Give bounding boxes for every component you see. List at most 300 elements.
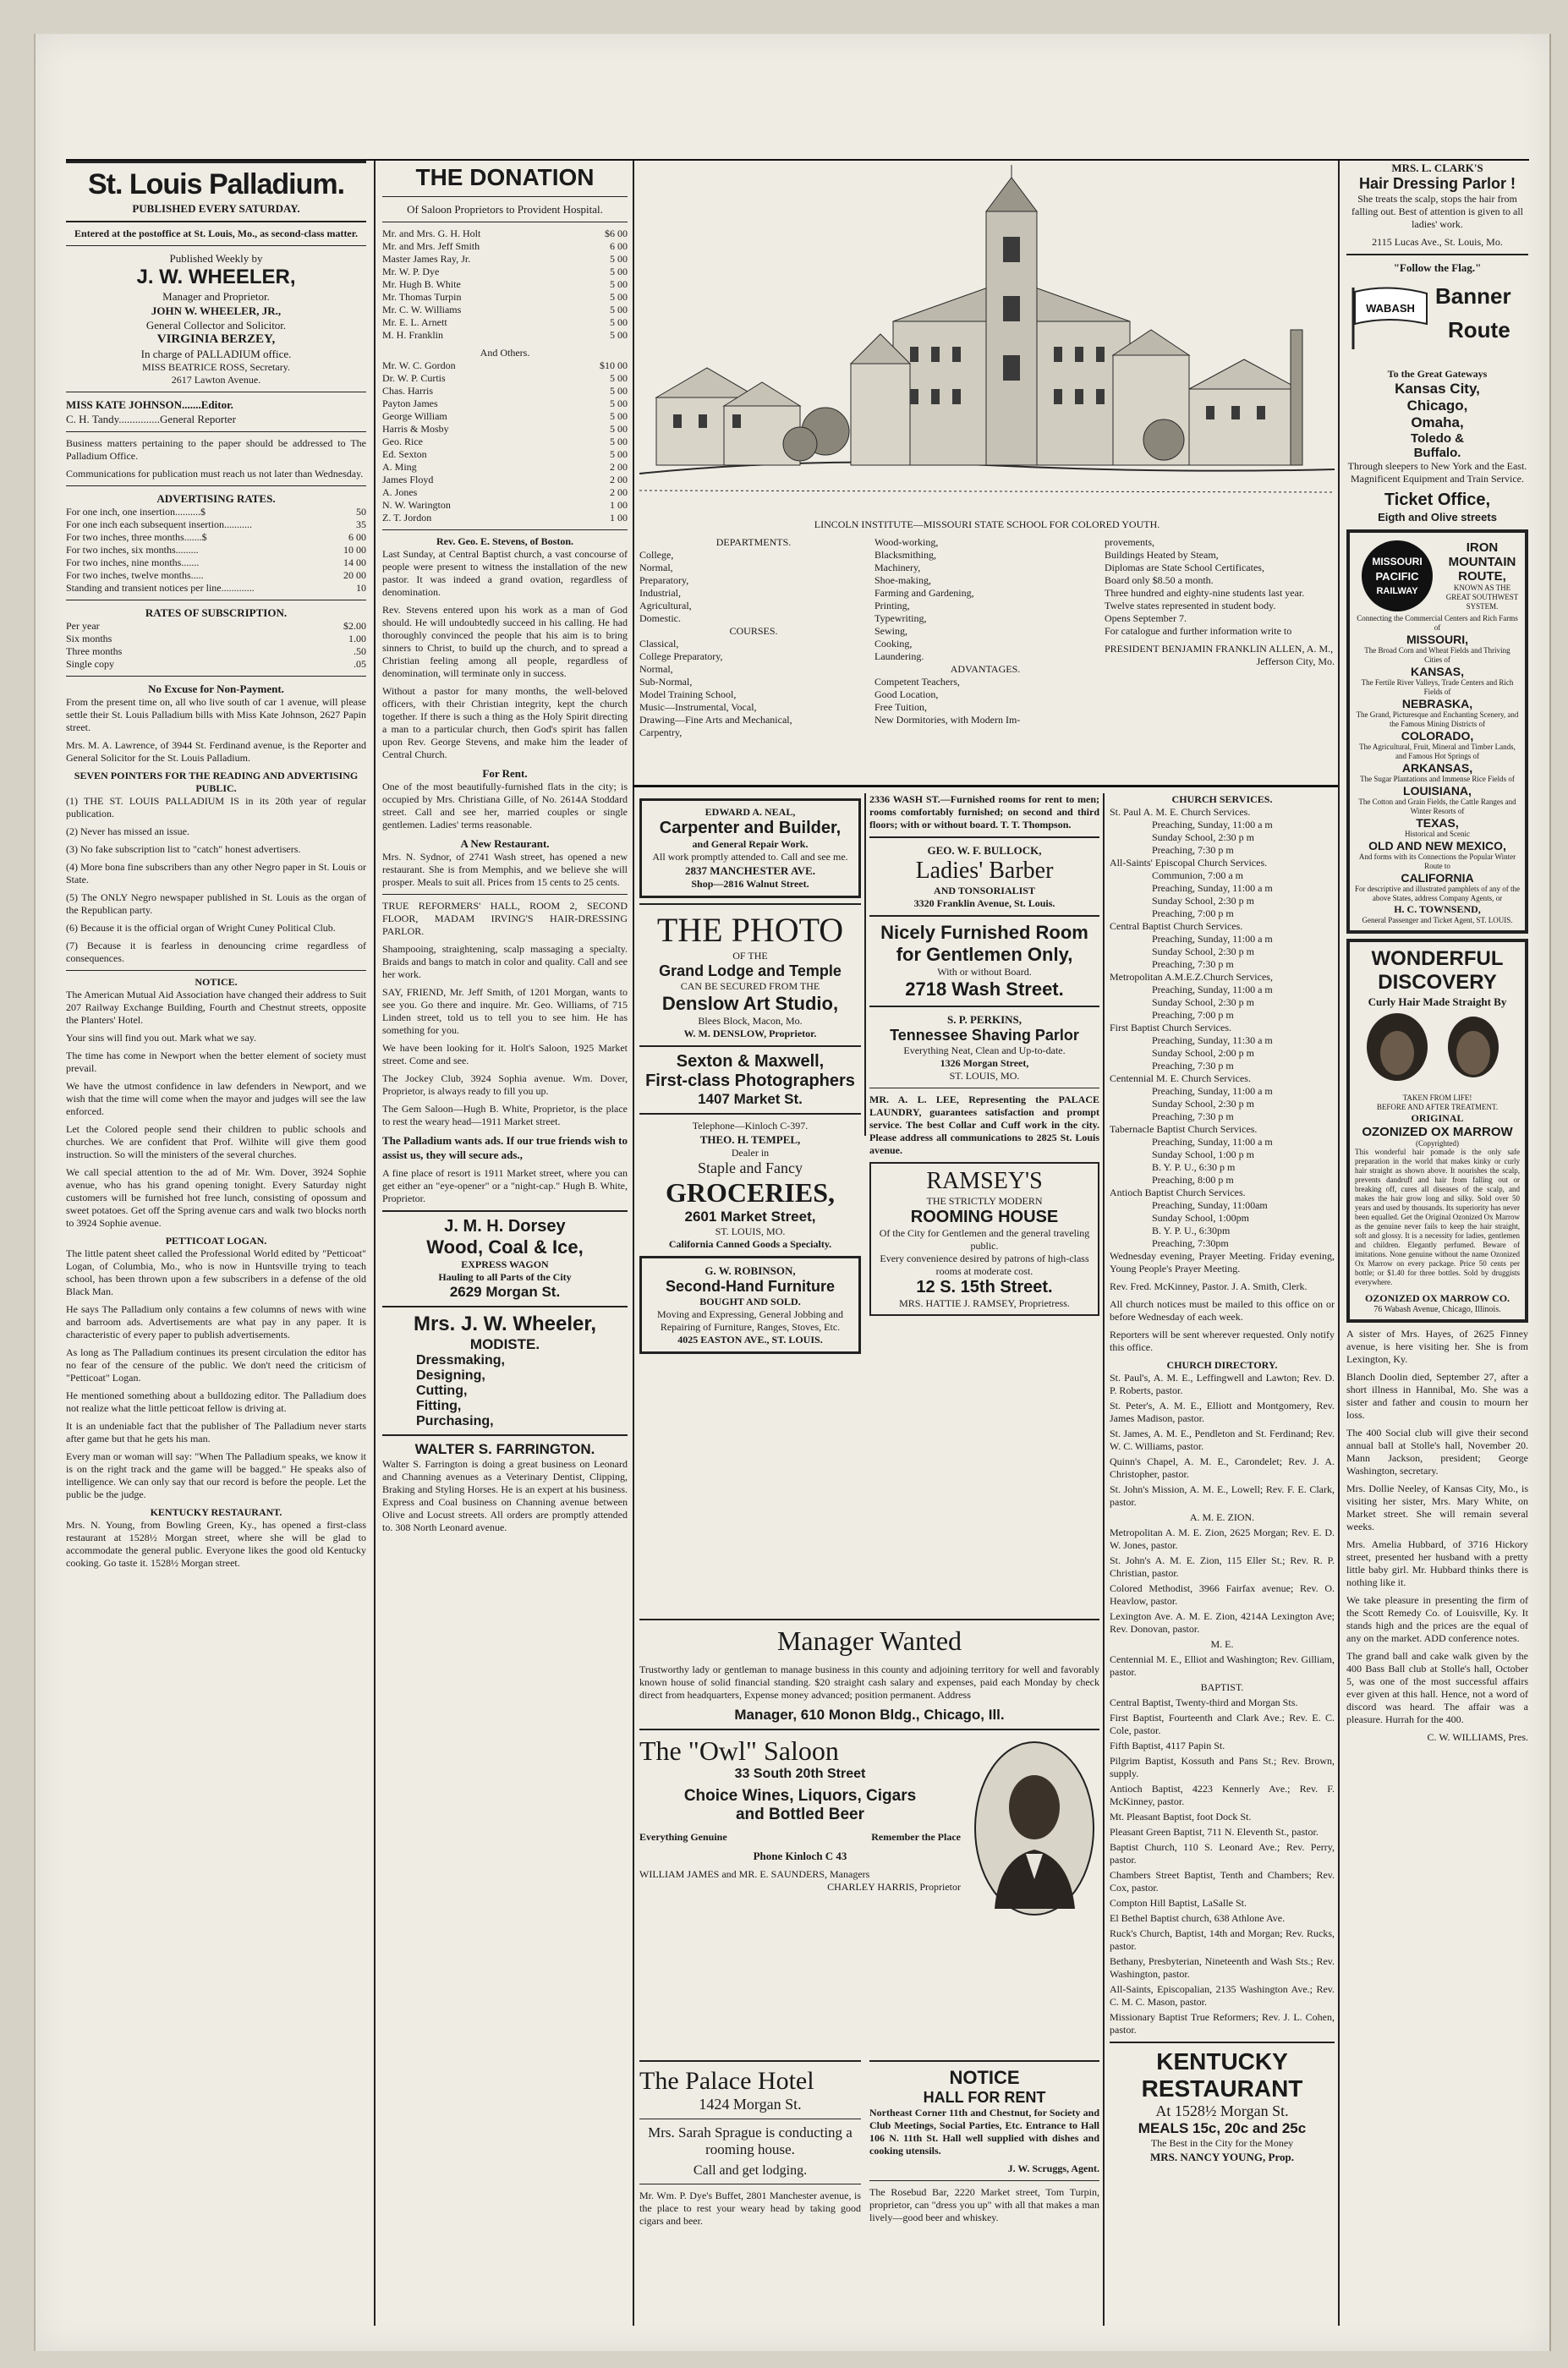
neal-title: Carpenter and Builder, bbox=[659, 819, 842, 837]
published-by: Published Weekly by bbox=[169, 252, 263, 265]
discovery-taken: TAKEN FROM LIFE! bbox=[1402, 1094, 1472, 1102]
wonderful-discovery-ad bbox=[1346, 939, 1528, 1323]
discovery-product: OZONIZED OX MARROW bbox=[1362, 1125, 1513, 1139]
lincoln-city: Jefferson City, Mo. bbox=[1256, 655, 1335, 667]
course-1: College Preparatory, bbox=[639, 650, 723, 662]
courses-heading: COURSES. bbox=[729, 625, 778, 637]
column-3-ads bbox=[639, 793, 861, 1359]
palace-text-1: Mrs. Sarah Sprague is conducting a rooming house. bbox=[648, 2124, 853, 2157]
donation-intro: Of Saloon Proprietors to Provident Hospital. bbox=[407, 203, 603, 216]
column-4-ads bbox=[869, 793, 1099, 1321]
wabash-gateways: To the Great Gateways bbox=[1387, 368, 1488, 380]
robinson-name: G. W. ROBINSON, bbox=[705, 1264, 796, 1277]
kentucky-ad-meals: MEALS 15c, 20c and 25c bbox=[1138, 2120, 1307, 2136]
mp-description: The Cotton and Grain Fields, the Cattle Ranges and Winter Resorts of bbox=[1358, 798, 1516, 815]
staff-1: JOHN W. WHEELER, JR., bbox=[151, 304, 282, 317]
trade-5: Printing, bbox=[874, 600, 910, 611]
tempel-staple: Staple and Fancy bbox=[698, 1159, 803, 1176]
tempel-canned: California Canned Goods a Specialty. bbox=[668, 1238, 832, 1250]
advertising-heading: ADVERTISING RATES. bbox=[156, 492, 276, 505]
kentucky-ad-title-2: RESTAURANT bbox=[1141, 2075, 1303, 2102]
sexton-addr: 1407 Market St. bbox=[698, 1091, 803, 1107]
lincoln-info-7: For catalogue and further information write to bbox=[1105, 625, 1292, 637]
manager-text: Trustworthy lady or gentleman to manage business in this county and adjoining territory for well and favorably known house of solid financial standing. $20 straight cash salary and expenses, paid each Monday by check direct from headquarters, Expense money advanced; position permanent. Address bbox=[639, 1664, 1099, 1701]
dorsey-haul: Hauling to all Parts of the City bbox=[438, 1271, 572, 1283]
church-directory-entry: St. John's Mission, A. M. E., Lowell; Rev. F. E. Clark, pastor. bbox=[1110, 1483, 1335, 1508]
wheeler-item-3: Fitting, bbox=[416, 1399, 462, 1413]
petticoat-heading: PETTICOAT LOGAN. bbox=[165, 1235, 267, 1247]
department-1: Normal, bbox=[639, 562, 673, 573]
owl-portrait-photo bbox=[973, 1740, 1096, 1917]
nicely-board: With or without Board. bbox=[937, 966, 1032, 978]
church-directory-entry: Central Baptist, Twenty-third and Morgan Sts. bbox=[1110, 1697, 1298, 1708]
photo-block: Blees Block, Macon, Mo. bbox=[698, 1015, 803, 1027]
stevens-heading: Rev. Geo. E. Stevens, of Boston. bbox=[436, 535, 573, 547]
sexton-title: First-class Photographers bbox=[645, 1072, 855, 1090]
donation-others: And Others. bbox=[480, 347, 530, 359]
mp-description: Historical and Scenic bbox=[1405, 830, 1470, 838]
wheeler-title: MODISTE. bbox=[469, 1336, 540, 1352]
robinson-text: Moving and Expressing, General Jobbing and Repairing of Furniture, Ranges, Stoves, Etc. bbox=[657, 1308, 843, 1333]
farrington-text: Walter S. Farrington is doing a great business on Leonard and Channing avenues as a Veterinary Dentist, Clipping, Braking and Styling Horses. He is an expert at his business. Express and Coal business on Channing avenue between Olive and Locust streets. All orders are promptly attended to. 308 North Leonard avenue. bbox=[382, 1458, 628, 1533]
church-directory-entry: Missionary Baptist True Reformers; Rev. J. L. Cohen, pastor. bbox=[1110, 2011, 1335, 2036]
church-notices: All church notices must be mailed to this office on or before Wednesday of each week. bbox=[1110, 1298, 1335, 1323]
owl-phone: Phone Kinloch C 43 bbox=[753, 1850, 847, 1862]
church-service-line: Preaching, Sunday, 11:00 a m bbox=[1152, 984, 1273, 995]
bullock-sub: AND TONSORIALIST bbox=[934, 885, 1035, 896]
church-service-line: All-Saints' Episcopal Church Services. bbox=[1110, 857, 1268, 869]
reformers-text: Shampooing, straightening, scalp massaging a specialty. Braids and bangs to match in color and quality. Call and see her work. bbox=[382, 943, 628, 980]
mp-state: CALIFORNIA bbox=[1401, 871, 1474, 885]
mp-state: LOUISIANA, bbox=[1403, 784, 1472, 798]
church-directory-entry: Quinn's Chapel, A. M. E., Carondelet; Rev. J. A. Christopher, pastor. bbox=[1110, 1455, 1335, 1480]
mp-description: The Sugar Plantations and Immense Rice Fields of bbox=[1360, 775, 1515, 783]
entered-notice: Entered at the postoffice at St. Louis, Mo., as second-class matter. bbox=[74, 227, 358, 239]
robinson-addr: 4025 EASTON AVE., ST. LOUIS. bbox=[677, 1334, 823, 1346]
stevens-3: Without a pastor for many months, the well-beloved officers, with their Christian integrity, kept the church together. If there is such a thing as the Holy Spirit directing a man to a particular church, then God's spirit has fallen upon Rev. George Stevens, and make him the leader of Central Church. bbox=[382, 685, 628, 760]
church-service-line: Preaching, 7:30pm bbox=[1152, 1237, 1229, 1249]
lincoln-info-1: Buildings Heated by Steam, bbox=[1105, 549, 1219, 561]
church-column bbox=[1110, 793, 1335, 2164]
hall-for-rent-ad bbox=[869, 2055, 1099, 2229]
notice-text: The American Mutual Aid Association have changed their address to Suit 207 Railway Exchange Building, Fourth and Chestnut streets, opposite the Planters' Hotel. bbox=[66, 989, 366, 1026]
neal-addr: 2837 MANCHESTER AVE. bbox=[685, 864, 815, 877]
mp-state: OLD AND NEW MEXICO, bbox=[1368, 839, 1506, 852]
ramsey-title: ROOMING HOUSE bbox=[910, 1208, 1059, 1226]
church-service-line: Preaching, 7:30 p m bbox=[1152, 1060, 1234, 1072]
restaurant-text: Mrs. N. Sydnor, of 2741 Wash street, has opened a new restaurant. She is from Memphis, and we believe she will prosper. Meals to suit all. Prices from 15 cents to 25 cents. bbox=[382, 851, 628, 888]
mp-connecting: Connecting the Commercial Centers and Rich Farms of bbox=[1357, 614, 1518, 632]
advantage-1: Good Location, bbox=[874, 688, 939, 700]
bullock-title: Ladies' Barber bbox=[915, 858, 1054, 884]
course-6: Drawing—Fine Arts and Mechanical, bbox=[639, 714, 792, 726]
sins-note: Your sins will find you out. Mark what we say. bbox=[66, 1032, 256, 1044]
subscription-heading: RATES OF SUBSCRIPTION. bbox=[145, 606, 288, 619]
church-prayer: Wednesday evening, Prayer Meeting. Friday evening, Young People's Prayer Meeting. bbox=[1110, 1250, 1335, 1274]
nicely-title-1: Nicely Furnished Room bbox=[880, 922, 1088, 943]
church-service-line: Preaching, 7:30 p m bbox=[1152, 1110, 1234, 1122]
donation-list-1: Mr. and Mrs. G. H. Holt $6 00 Mr. and Mrs. Jeff Smith 6 00 Master James Ray, Jr. 5 00 Mr. W. P. Dye 5 00 Mr. Hugh B. White 5 00 Mr. Thomas Turpin 5 00 Mr. C. W. Williams 5 00 Mr. E. L. Arnett 5 00 M. H. Franklin 5 00 bbox=[382, 227, 628, 341]
department-2: Preparatory, bbox=[639, 574, 689, 586]
note-doolin: Blanch Doolin died, September 27, after a short illness in Hannibal, Mo. She was a sister and father and cousin to mourn her loss. bbox=[1346, 1371, 1528, 1421]
mp-known: KNOWN AS THE GREAT SOUTHWEST SYSTEM. bbox=[1445, 584, 1519, 611]
owl-choice: Choice Wines, Liquors, Cigars bbox=[683, 1787, 917, 1805]
church-directory-entry: Bethany, Presbyterian, Nineteenth and Wash Sts.; Rev. Washington, pastor. bbox=[1110, 1955, 1335, 1980]
church-service-line: Sunday School, 2:30 p m bbox=[1152, 895, 1255, 907]
wabash-city-1: Chicago, bbox=[1406, 397, 1468, 414]
hall-notice: NOTICE bbox=[949, 2067, 1020, 2088]
church-service-line: Sunday School, 2:30 p m bbox=[1152, 831, 1255, 843]
petticoat-2: He says The Palladium only contains a few columns of news with wine and barroom ads. Advertisements are what pay in any paper. It is characteristic of every paper to publish advertisements. bbox=[66, 1303, 366, 1340]
advantages-heading: ADVANTAGES. bbox=[950, 663, 1021, 675]
column-1 bbox=[66, 161, 366, 1575]
church-service-line: Central Baptist Church Services. bbox=[1110, 920, 1243, 932]
reporter-line: C. H. Tandy...............General Reporter bbox=[66, 413, 236, 425]
trade-8: Cooking, bbox=[874, 638, 913, 650]
manager-addr: Manager, 610 Monon Bldg., Chicago, Ill. bbox=[734, 1707, 1005, 1723]
tempel-name: THEO. H. TEMPEL, bbox=[699, 1133, 801, 1146]
before-after-portraits bbox=[1355, 1009, 1516, 1089]
dorsey-name: J. M. H. Dorsey bbox=[444, 1217, 566, 1236]
mp-state: KANSAS, bbox=[1410, 665, 1464, 678]
trade-9: Laundering. bbox=[874, 650, 924, 662]
hall-agent: J. W. Scruggs, Agent. bbox=[1007, 2162, 1099, 2174]
advantage-2: Free Tuition, bbox=[874, 701, 928, 713]
owl-bottled: and Bottled Beer bbox=[735, 1806, 865, 1823]
clark-title: Hair Dressing Parlor ! bbox=[1358, 175, 1516, 192]
lincoln-caption: LINCOLN INSTITUTE—MISSOURI STATE SCHOOL FOR COLORED YOUTH. bbox=[814, 518, 1160, 530]
discovery-original: ORIGINAL bbox=[1411, 1112, 1464, 1124]
ramsey-conv: Every convenience desired by patrons of high-class rooms at moderate cost. bbox=[880, 1253, 1089, 1277]
petticoat-4: He mentioned something about a bulldozing editor. The Palladium does not realize what the little petticoat fellow is driving at. bbox=[66, 1390, 366, 1414]
gem-note: The Gem Saloon—Hugh B. White, Proprietor, is the place to rest the weary head—1911 Market street. bbox=[382, 1103, 628, 1127]
wabash-city-3: Toledo & bbox=[1410, 431, 1465, 446]
trade-7: Sewing, bbox=[874, 625, 907, 637]
church-directory-entry: St. John's A. M. E. Zion, 115 Eller St.; Rev. R. P. Christian, pastor. bbox=[1110, 1554, 1335, 1579]
ramsey-prop: MRS. HATTIE J. RAMSEY, Proprietress. bbox=[899, 1297, 1070, 1309]
church-service-line: Preaching, 7:00 p m bbox=[1152, 907, 1234, 919]
photo-studio: Denslow Art Studio, bbox=[661, 993, 839, 1014]
course-2: Normal, bbox=[639, 663, 673, 675]
church-directory-entry: First Baptist, Fourteenth and Clark Ave.; Rev. E. C. Cole, pastor. bbox=[1110, 1712, 1335, 1736]
perkins-name: S. P. PERKINS, bbox=[946, 1013, 1022, 1026]
attention-note: We call special attention to the ad of Mr. Wm. Dover, 3924 Sophie avenue, who has his grand opening tonight. Every Saturday night customers will be furnished hot free lunch, consisting of opossum and sweet potatoes. Get off the Spring avenue cars and walk two blocks north to 3924 Sophie avenue. bbox=[66, 1166, 366, 1229]
wabash-banner: Banner bbox=[1435, 283, 1511, 309]
church-service-line: Preaching, 7:30 p m bbox=[1152, 844, 1234, 856]
trade-1: Blacksmithing, bbox=[874, 549, 936, 561]
church-service-line: Sunday School, 2:30 p m bbox=[1152, 1098, 1255, 1110]
masthead-title: St. Louis Palladium. bbox=[87, 168, 345, 200]
church-directory-list bbox=[1110, 1372, 1335, 2036]
tempel-phone: Telephone—Kinloch C-397. bbox=[692, 1120, 809, 1132]
note-grand-ball: The grand ball and cake walk given by the 400 Bass Ball club at Stolle's hall, October 5, was one of the most successful affairs ever given at this hall. Hence, not a word of discord was heard. The affair was a pleasure. Hurrah for the 400. bbox=[1346, 1650, 1528, 1725]
church-service-line: Communion, 7:00 a m bbox=[1152, 869, 1243, 881]
lincoln-info-4: Three hundred and eighty-nine students last year. bbox=[1105, 587, 1305, 599]
note-neeley: Mrs. Dollie Neeley, of Kansas City, Mo., is visiting her sister, Mrs. Mary White, on Market street. She will remain several weeks. bbox=[1346, 1483, 1528, 1532]
excuse-text: From the present time on, all who live south of car 1 avenue, will please settle their St. Louis Palladium bills with Miss Kate Johnson, 2627 Papin street. bbox=[66, 696, 366, 733]
donation-list-2: Mr. W. C. Gordon $10 00 Dr. W. P. Curtis 5 00 Chas. Harris 5 00 Payton James 5 00 George William 5 00 Harris & Mosby 5 00 Geo. Rice 5 00 Ed. Sexton 5 00 A. Ming 2 00 James Floyd 2 00 A. Jones 2 00 N. W. Warington 1 00 Z. T. Jordon 1 00 bbox=[382, 359, 628, 523]
church-directory-entry: Pilgrim Baptist, Kossuth and Pans St.; Rev. Brown, supply. bbox=[1110, 1755, 1335, 1779]
discovery-sub: Curly Hair Made Straight By bbox=[1368, 995, 1507, 1008]
church-directory-heading: CHURCH DIRECTORY. bbox=[1166, 1359, 1278, 1371]
discovery-before-after: BEFORE AND AFTER TREATMENT. bbox=[1376, 1103, 1499, 1111]
mp-state: COLORADO, bbox=[1401, 729, 1474, 743]
owl-genuine: Everything Genuine bbox=[639, 1831, 727, 1843]
mp-description: The Agricultural, Fruit, Mineral and Timber Lands, and Famous Hot Springs of bbox=[1359, 743, 1516, 760]
staff-6: 2617 Lawton Avenue. bbox=[171, 374, 261, 386]
kentucky-ad-addr: At 1528½ Morgan St. bbox=[1155, 2102, 1289, 2119]
kentucky-ad-best: The Best in the City for the Money bbox=[1150, 2137, 1294, 2149]
pointer-6: (6) Because it is the official organ of Wright Cuney Political Club. bbox=[66, 922, 336, 934]
palace-addr: 1424 Morgan St. bbox=[699, 2096, 802, 2113]
stevens-2: Rev. Stevens entered upon his work as a man of God should. He will undoubtedly succeed in his calling. He had thoroughly convinced the people that his aim is to bring sinners to Christ, to build up the church, and to spread a Christian feeling among all people, regardless of denomination, will terminate only in success. bbox=[382, 604, 628, 679]
owl-title: The "Owl" Saloon bbox=[639, 1735, 839, 1766]
church-service-line: Centennial M. E. Church Services. bbox=[1110, 1072, 1251, 1084]
church-service-line: Sunday School, 2:30 p m bbox=[1152, 946, 1255, 957]
church-service-line: Preaching, Sunday, 11:30 a m bbox=[1152, 1034, 1273, 1046]
church-service-line: Sunday School, 2:30 p m bbox=[1152, 996, 1255, 1008]
notice-heading: NOTICE. bbox=[195, 976, 238, 988]
mp-description: The Broad Corn and Wheat Fields and Thriving Cities of bbox=[1364, 646, 1510, 664]
mp-state: NEBRASKA, bbox=[1401, 697, 1473, 710]
clark-name: MRS. L. CLARK'S bbox=[1391, 162, 1483, 174]
staff-4: In charge of PALLADIUM office. bbox=[140, 348, 292, 360]
clark-text: She treats the scalp, stops the hair from falling out. Best of attention is given to all ladies' work. bbox=[1351, 193, 1523, 230]
church-pastor: Rev. Fred. McKinney, Pastor. J. A. Smith, Clerk. bbox=[1110, 1280, 1308, 1292]
sexton-name: Sexton & Maxwell, bbox=[676, 1052, 825, 1071]
photo-lodge: Grand Lodge and Temple bbox=[659, 962, 842, 979]
lee-laundry: MR. A. L. LEE, Representing the PALACE LAUNDRY, guarantees satisfaction and prompt service. The best Collar and Cuff work in the city. Please address all communications to 2825 St. Louis avenue. bbox=[869, 1094, 1099, 1156]
church-directory-entry: El Bethel Baptist church, 638 Athlone Ave. bbox=[1110, 1912, 1286, 1924]
petticoat-6: Every man or woman will say: "When The Palladium speaks, we know it is on the right track and the game will be bagged." He speaks also of intelligence. We can only say that our record is before the people. Let the public be the judge. bbox=[66, 1450, 366, 1500]
advantage-3: New Dormitories, with Modern Im- bbox=[874, 714, 1021, 726]
neal-note: All work promptly attended to. Call and see me. bbox=[652, 851, 848, 863]
ramsey-name: RAMSEY'S bbox=[926, 1168, 1043, 1194]
photo-secured: CAN BE SECURED FROM THE bbox=[680, 980, 820, 992]
bullock-addr: 3320 Franklin Avenue, St. Louis. bbox=[913, 897, 1055, 909]
tempel-groceries: GROCERIES, bbox=[665, 1177, 836, 1208]
manager-title: Manager Wanted bbox=[776, 1625, 962, 1656]
missouri-pacific-ad bbox=[1346, 529, 1528, 934]
stevens-1: Last Sunday, at Central Baptist church, a vast concourse of people were present to witness the installation of the new pastor. It was indeed a grand ovation, regardless of denomination. bbox=[382, 548, 628, 598]
dye-buffet: Mr. Wm. P. Dye's Buffet, 2801 Manchester avenue, is the place to rest your weary head by taking good cigars and beer. bbox=[639, 2190, 861, 2227]
lincoln-president: PRESIDENT BENJAMIN FRANKLIN ALLEN, A. M., bbox=[1105, 643, 1334, 655]
discovery-text: This wonderful hair pomade is the only safe preparation in the world that makes kinky or curly hair straight as shown above. It nourishes the scalp, prevents dandruff and hair from falling out or breaking off, cures all diseases of the scalp, and makes the hair grow long and silky. Sold over 50 years and used by thousands. Its superiority has never been equalled. Get the Original Ozonized Ox Marrow as the genuine never fails to keep the hair straight, soft and glossy. It is a necessity for ladies, gentlemen and children. Elegantly perfumed. Beware of imitations. None genuine without the name Ozonized Ox Marrow on every package. Price 50 cents per bottle; or $1.40 for three bottles. Sold by druggists everywhere. bbox=[1355, 1148, 1520, 1286]
jockey-note: The Jockey Club, 3924 Sophia avenue. Wm. Dover, Proprietor, is always ready to fill you up. bbox=[382, 1072, 628, 1097]
wabash-flag-icon bbox=[1346, 283, 1431, 351]
lincoln-institute-engraving bbox=[639, 161, 1335, 516]
department-5: Domestic. bbox=[639, 612, 681, 624]
department-4: Agricultural, bbox=[639, 600, 692, 611]
bullock-name: GEO. W. F. BULLOCK, bbox=[927, 844, 1042, 857]
owl-addr: 33 South 20th Street bbox=[734, 1767, 866, 1781]
neal-name: EDWARD A. NEAL, bbox=[705, 806, 796, 818]
rosebud-bar: The Rosebud Bar, 2220 Market street, Tom Turpin, proprietor, can "dress you up" with all that makes a man lively—good beer and whiskey. bbox=[869, 2186, 1099, 2223]
neal-shop: Shop—2816 Walnut Street. bbox=[691, 878, 809, 890]
lawrence-note: Mrs. M. A. Lawrence, of 3944 St. Ferdinand avenue, is the Reporter and General Solicitor for the St. Louis Palladium. bbox=[66, 739, 366, 764]
owl-prop: CHARLEY HARRIS, Proprietor bbox=[827, 1881, 961, 1893]
nicely-addr: 2718 Wash Street. bbox=[905, 978, 1064, 1000]
photo-title: THE PHOTO bbox=[656, 911, 844, 949]
trade-2: Machinery, bbox=[874, 562, 921, 573]
church-service-line: Preaching, Sunday, 11:00am bbox=[1152, 1199, 1268, 1211]
kentucky-ad-prop: MRS. NANCY YOUNG, Prop. bbox=[1150, 2151, 1294, 2163]
church-service-line: Preaching, Sunday, 11:00 a m bbox=[1152, 933, 1273, 945]
lincoln-info-3: Board only $8.50 a month. bbox=[1105, 574, 1214, 586]
svg-text:MISSOURI: MISSOURI bbox=[1372, 556, 1423, 567]
wabash-follow: "Follow the Flag." bbox=[1393, 261, 1482, 274]
church-service-line: St. Paul A. M. E. Church Services. bbox=[1110, 806, 1251, 818]
departments-heading: DEPARTMENTS. bbox=[715, 536, 792, 548]
church-directory-entry: St. Paul's, A. M. E., Leffingwell and Lawton; Rev. D. P. Roberts, pastor. bbox=[1110, 1372, 1335, 1396]
wheeler-item-0: Dressmaking, bbox=[416, 1353, 505, 1368]
church-directory-entry: Ruck's Church, Baptist, 14th and Morgan; Rev. Rucks, pastor. bbox=[1110, 1927, 1335, 1952]
ramsey-strictly: THE STRICTLY MODERN bbox=[926, 1195, 1043, 1207]
say-friend: SAY, FRIEND, Mr. Jeff Smith, of 1201 Morgan, wants to see you. Go there and inquire. Mr. Geo. Williams, of 715 Linden street, told us to tell you to see him. He has something for you. bbox=[382, 986, 628, 1036]
pointer-3: (3) No fake subscription list to "catch" honest advertisers. bbox=[66, 843, 301, 855]
staff-3: VIRGINIA BERZEY, bbox=[156, 332, 276, 346]
kentucky-heading: KENTUCKY RESTAURANT. bbox=[150, 1506, 282, 1518]
advertising-table: For one inch, one insertion..........$ 50 For one inch each subsequent insertion........... 35 For two inches, three months.......$ 6 00 For two inches, six months......... 10 00 For two inches, nine months....... 14 00 For two inches, twelve months..... 20 00 Standing and transient notices per line............. 10 bbox=[66, 506, 366, 594]
confidence-note: We have the utmost confidence in law defenders in Newport, and we wish that the time will come when the mayor and judges will see the law enforced. bbox=[66, 1080, 366, 1117]
course-5: Music—Instrumental, Vocal, bbox=[639, 701, 757, 713]
mp-lines bbox=[1355, 633, 1520, 903]
course-4: Model Training School, bbox=[639, 688, 737, 700]
church-service-line: Sunday School, 1:00 p m bbox=[1152, 1148, 1255, 1160]
restaurant-heading: A New Restaurant. bbox=[460, 837, 550, 850]
neal-ad bbox=[639, 798, 861, 898]
church-directory-entry: Lexington Ave. A. M. E. Zion, 4214A Lexington Ave; Rev. Donovan, pastor. bbox=[1110, 1610, 1335, 1635]
svg-text:PACIFIC: PACIFIC bbox=[1375, 570, 1419, 583]
church-reporters: Reporters will be sent wherever requested. Only notify this office. bbox=[1110, 1329, 1335, 1353]
course-3: Sub-Normal, bbox=[639, 676, 693, 688]
church-service-line: Preaching, Sunday, 11:00 a m bbox=[1152, 882, 1273, 894]
wheeler-name: Mrs. J. W. Wheeler, bbox=[413, 1313, 597, 1335]
resort-note: A fine place of resort is 1911 Market street, where you can get either an "eye-opener" or a "night-cap." Hugh B. White, Proprietor. bbox=[382, 1167, 628, 1204]
wabash-city-4: Buffalo. bbox=[1413, 446, 1461, 460]
ramsey-ad bbox=[869, 1162, 1099, 1316]
lincoln-info-0: provements, bbox=[1105, 536, 1154, 548]
wabash-route: Route bbox=[1448, 317, 1510, 343]
masthead-subtitle: PUBLISHED EVERY SATURDAY. bbox=[132, 202, 300, 215]
church-service-line: B. Y. P. U., 6:30pm bbox=[1152, 1225, 1231, 1236]
newspaper-page bbox=[34, 34, 1551, 2351]
church-service-line: Preaching, 8:00 p m bbox=[1152, 1174, 1234, 1186]
dorsey-title: Wood, Coal & Ice, bbox=[426, 1236, 584, 1258]
discovery-company: OZONIZED OX MARROW CO. bbox=[1364, 1292, 1510, 1304]
ramsey-city: Of the City for Gentlemen and the general traveling public. bbox=[879, 1227, 1090, 1252]
church-service-line: Preaching, 7:30 p m bbox=[1152, 958, 1234, 970]
perkins-city: ST. LOUIS, MO. bbox=[949, 1070, 1020, 1082]
discovery-title-1: WONDERFUL bbox=[1371, 947, 1504, 970]
hall-text: Northeast Corner 11th and Chestnut, for Society and Club Meetings, Social Parties, Etc. Entrance to Hall 106 N. 11th St. Hall well supplied with dishes and cooking utensils. bbox=[869, 2107, 1099, 2157]
church-service-line: Tabernacle Baptist Church Services. bbox=[1110, 1123, 1258, 1135]
staff-0: Manager and Proprietor. bbox=[162, 290, 270, 303]
tempel-addr: 2601 Market Street, bbox=[684, 1209, 816, 1225]
church-service-line: Metropolitan A.M.E.Z.Church Services, bbox=[1110, 971, 1273, 983]
colored-note: Let the Colored people send their children to public schools and churches. We are confident that Prof. Wilhite will give them good instruction. So will the ministers of the several churches. bbox=[66, 1123, 366, 1160]
neal-sub: and General Repair Work. bbox=[692, 838, 809, 850]
robinson-title: Second-Hand Furniture bbox=[665, 1278, 835, 1295]
church-directory-entry: Colored Methodist, 3966 Fairfax avenue; Rev. O. Heavlow, pastor. bbox=[1110, 1582, 1335, 1607]
trade-4: Farming and Gardening, bbox=[874, 587, 974, 599]
church-directory-entry: A. M. E. ZION. bbox=[1189, 1511, 1255, 1523]
church-service-line: B. Y. P. U., 6:30 p m bbox=[1152, 1161, 1236, 1173]
church-directory-entry: St. James, A. M. E., Pendleton and St. Ferdinand; Rev. W. C. Williams, pastor. bbox=[1110, 1428, 1335, 1452]
lincoln-info-5: Twelve states represented in student body. bbox=[1105, 600, 1276, 611]
church-directory-entry: Compton Hill Baptist, LaSalle St. bbox=[1110, 1897, 1247, 1909]
wabash-eighth: Eigth and Olive streets bbox=[1378, 511, 1497, 523]
pointer-2: (2) Never has missed an issue. bbox=[66, 825, 189, 837]
trade-0: Wood-working, bbox=[874, 536, 939, 548]
donation-heading: THE DONATION bbox=[415, 164, 595, 190]
church-directory-entry: Antioch Baptist, 4223 Kennerly Ave.; Rev. F. McKinney, pastor. bbox=[1110, 1783, 1335, 1807]
editor-line: MISS KATE JOHNSON.......Editor. bbox=[66, 398, 233, 411]
church-directory-entry: Metropolitan A. M. E. Zion, 2625 Morgan; Rev. E. D. W. Jones, pastor. bbox=[1110, 1527, 1335, 1551]
pointer-1: (1) THE ST. LOUIS PALLADIUM IS in its 20th year of regular publication. bbox=[66, 795, 366, 819]
trade-3: Shoe-making, bbox=[874, 574, 931, 586]
wheeler-item-4: Purchasing, bbox=[416, 1414, 494, 1428]
church-services-list bbox=[1110, 806, 1335, 1250]
church-directory-entry: Mt. Pleasant Baptist, foot Dock St. bbox=[1110, 1811, 1252, 1823]
note-scott-remedy: We take pleasure in presenting the firm of the Scott Remedy Co. of Louisville, Ky. It stands high and the prices are the equal of any on the market. ADD conference notes. bbox=[1346, 1594, 1528, 1644]
tempel-city: ST. LOUIS, MO. bbox=[715, 1225, 786, 1237]
lincoln-info-2: Diplomas are State School Certificates, bbox=[1105, 562, 1264, 573]
church-directory-entry: Baptist Church, 110 S. Leonard Ave.; Rev. Perry, pastor. bbox=[1110, 1841, 1335, 1866]
dorsey-wagon: EXPRESS WAGON bbox=[461, 1258, 549, 1270]
church-service-line: Preaching, Sunday, 11:00 a m bbox=[1152, 1136, 1273, 1148]
lincoln-institute bbox=[639, 161, 1335, 787]
rent-heading: For Rent. bbox=[482, 767, 528, 780]
church-directory-entry: M. E. bbox=[1210, 1638, 1234, 1650]
wabash-city-2: Omaha, bbox=[1411, 414, 1464, 430]
church-service-line: Preaching, Sunday, 11:00 a m bbox=[1152, 1085, 1273, 1097]
column-6 bbox=[1346, 161, 1528, 1744]
missouri-pacific-logo-icon bbox=[1355, 538, 1439, 614]
church-directory-entry: Centennial M. E., Elliot and Washington; Rev. Gilliam, pastor. bbox=[1110, 1653, 1335, 1678]
palace-title: The Palace Hotel bbox=[639, 2067, 814, 2095]
petticoat-1: The little patent sheet called the Professional World edited by "Petticoat" Logan, of Columbia, Mo., who is now in Huntsville trying to teach school, has been thrown upon a few subscribers in a defense of the old Black Man. bbox=[66, 1247, 366, 1297]
column-2 bbox=[382, 161, 628, 1539]
photo-of: OF THE bbox=[732, 950, 768, 962]
wabash-city-0: Kansas City, bbox=[1395, 381, 1480, 397]
business-note: Business matters pertaining to the paper should be addressed to The Palladium Office. bbox=[66, 437, 366, 462]
hall-title: HALL FOR RENT bbox=[923, 2089, 1046, 2106]
wash-rooms: 2336 WASH ST.—Furnished rooms for rent to men; rooms comfortably furnished; on second and third floors; with or without board. T. T. Thompson. bbox=[869, 793, 1099, 830]
owl-managers: WILLIAM JAMES and MR. E. SAUNDERS, Managers bbox=[639, 1868, 870, 1880]
church-service-line: Preaching, 7:00 p m bbox=[1152, 1009, 1234, 1021]
church-directory-entry: Pleasant Green Baptist, 711 N. Eleventh St., pastor. bbox=[1110, 1826, 1319, 1838]
mp-description: And forms with its Connections the Popular Winter Route to bbox=[1358, 852, 1516, 870]
kentucky-ad-title-1: KENTUCKY bbox=[1156, 2048, 1288, 2075]
mp-description: The Fertile River Valleys, Trade Centers and Rich Fields of bbox=[1361, 678, 1514, 696]
mp-description: The Grand, Picturesque and Enchanting Scenery, and the Famous Mining Districts of bbox=[1356, 710, 1519, 728]
mp-agent: H. C. TOWNSEND, bbox=[1394, 903, 1481, 915]
nicely-title-2: for Gentlemen Only, bbox=[896, 944, 1073, 965]
time-note: The time has come in Newport when the better element of society must prevail. bbox=[66, 1050, 366, 1074]
church-directory-entry: All-Saints, Episcopalian, 2135 Washington Ave.; Rev. C. M. C. Mason, pastor. bbox=[1110, 1983, 1335, 2008]
clark-addr: 2115 Lucas Ave., St. Louis, Mo. bbox=[1372, 236, 1503, 248]
owl-saloon-ad bbox=[639, 1735, 1099, 1947]
advantage-0: Competent Teachers, bbox=[874, 676, 960, 688]
manager-wanted-ad bbox=[639, 1614, 1099, 1947]
mp-description: For descriptive and illustrated pamphlets of any of the above States, address Company Agents, or bbox=[1355, 885, 1520, 902]
pointer-5: (5) The ONLY Negro newspaper published in St. Louis as the organ of the Republican party. bbox=[66, 891, 366, 916]
course-0: Classical, bbox=[639, 638, 679, 650]
seven-pointers-heading: SEVEN POINTERS FOR THE READING AND ADVERTISING PUBLIC. bbox=[74, 770, 359, 794]
church-services-heading: CHURCH SERVICES. bbox=[1171, 793, 1273, 805]
wants-ads: The Palladium wants ads. If our true friends wish to assist us, they will secure ads., bbox=[382, 1134, 628, 1161]
